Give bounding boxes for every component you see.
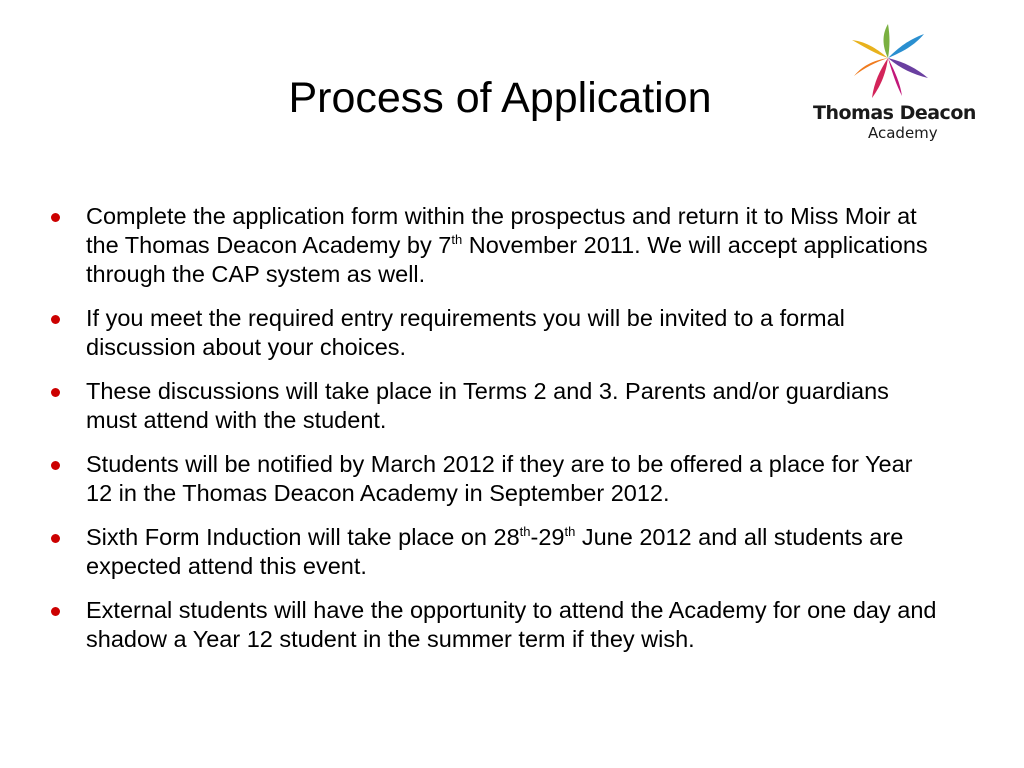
ordinal-suffix: th [564,524,576,540]
bullet-text: Complete the application form within the prospectus and return it to Miss Moir at the Thomas Deacon Academy by 7 [86,203,917,258]
bullet-text: June 2012 and all students are expected attend this event. [86,524,904,579]
bullet-dot-icon [51,315,60,324]
bullet-item [40,202,940,289]
logo-name-text: Thomas Deacon [813,102,976,124]
bullet-item [40,596,940,654]
star-logo-icon [848,22,932,100]
bullet-dot-icon [51,607,60,616]
bullet-dot-icon [51,388,60,397]
bullet-text: November 2011. We will accept applications through the CAP system as well. [86,232,928,287]
bullet-text: These discussions will take place in Terms 2 and 3. Parents and/or guardians must attend with the student. [86,378,889,433]
bullet-dot-icon [51,461,60,470]
slide-title: Process of Application [288,74,712,122]
bullet-item [40,523,940,581]
ordinal-suffix: th [451,232,463,248]
logo-sub-text: Academy [868,124,938,142]
bullet-item [40,377,940,435]
bullet-text: Students will be notified by March 2012 if they are to be offered a place for Year 12 in the Thomas Deacon Academy in September 2012. [86,451,913,506]
bullet-dot-icon [51,213,60,222]
bullet-text: Sixth Form Induction will take place on 28 [86,524,520,550]
thomas-deacon-logo [810,22,980,152]
bullet-item [40,450,940,508]
bullet-text: -29 [530,524,565,550]
bullet-text: If you meet the required entry requirements you will be invited to a formal discussion about your choices. [86,305,845,360]
bullet-item [40,304,940,362]
bullet-text: External students will have the opportunity to attend the Academy for one day and shadow a Year 12 student in the summer term if they wish. [86,597,937,652]
bullet-dot-icon [51,534,60,543]
bullet-list [40,202,940,669]
ordinal-suffix: th [519,524,531,540]
